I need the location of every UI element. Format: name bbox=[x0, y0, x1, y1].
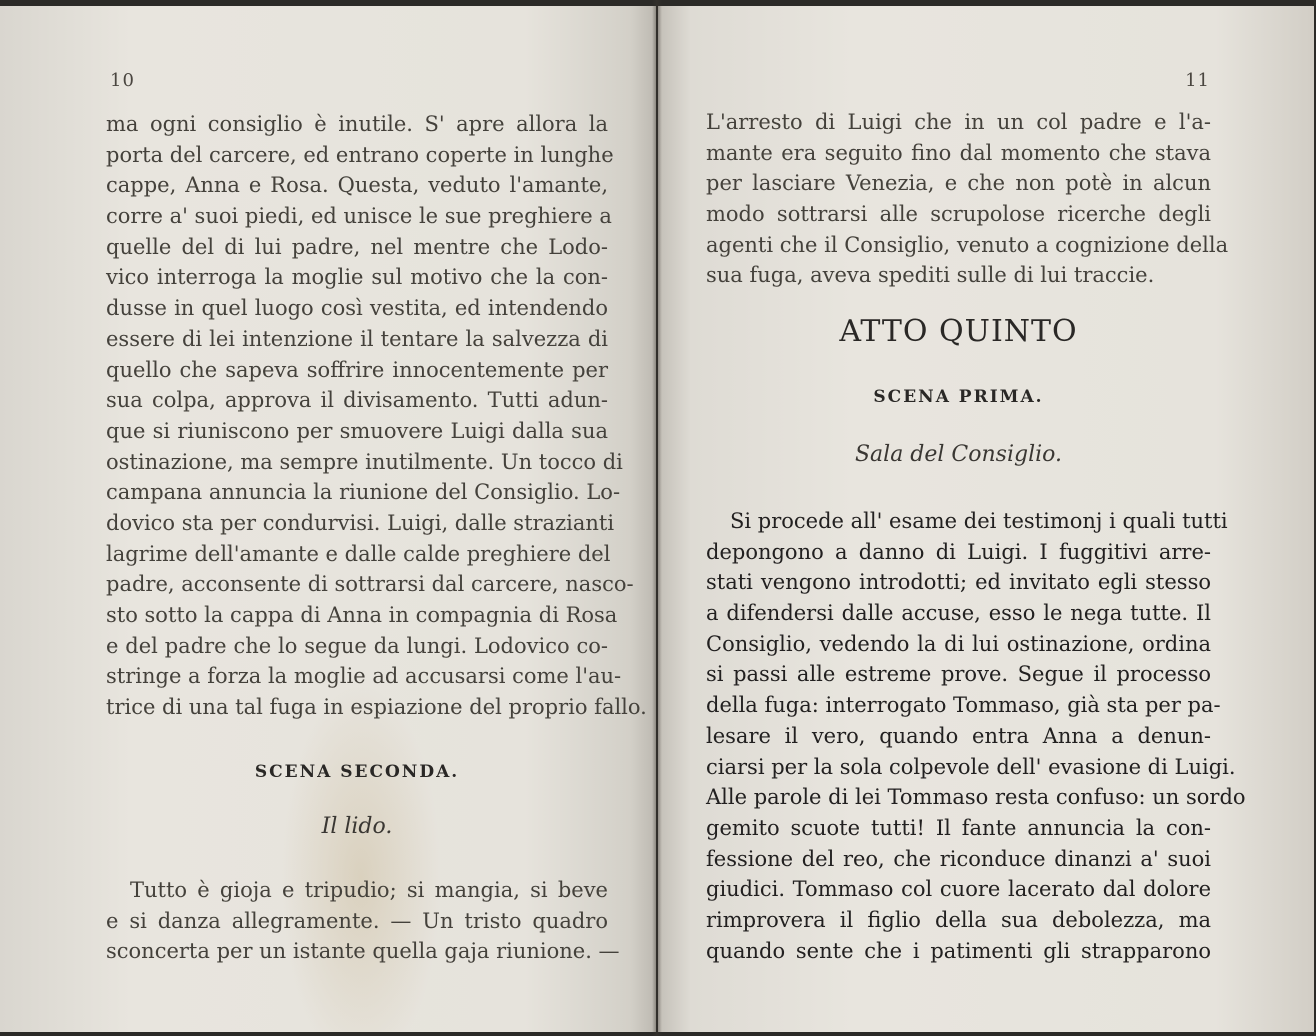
text-line: e si danza allegramente. — Un tristo quadro bbox=[106, 908, 608, 933]
left-paragraph-2 bbox=[106, 875, 620, 967]
text-line: ma ogni consiglio è inutile. S' apre allora la bbox=[106, 112, 608, 136]
text-line: padre, acconsente di sottrarsi dal carcere, nasco- bbox=[106, 572, 634, 597]
act-heading: ATTO QUINTO bbox=[839, 314, 1078, 349]
text-line: per lasciare Venezia, e che non potè in alcun bbox=[706, 171, 1211, 196]
book-gutter bbox=[652, 0, 662, 1036]
text-line: gemito scuote tutti! Il fante annuncia la con- bbox=[706, 815, 1211, 840]
text-line: ciarsi per la sola colpevole dell' evasione di Luigi. bbox=[706, 754, 1236, 779]
text-line: quello che sapeva soffrire innocentemente per bbox=[106, 357, 608, 382]
text-line: quando sente che i patimenti gli strapparono bbox=[706, 938, 1211, 963]
text-line: lagrime dell'amante e dalle calde preghiere del bbox=[106, 541, 611, 566]
page-number-right: 11 bbox=[1185, 70, 1210, 91]
text-line: stringe a forza la moglie ad accusarsi come l'au- bbox=[106, 664, 622, 689]
text-line: campana annuncia la riunione del Consiglio. Lo- bbox=[106, 480, 621, 505]
text-line: sua fuga, aveva spediti sulle di lui traccie. bbox=[706, 263, 1155, 288]
text-line: della fuga: interrogato Tommaso, già sta per pa- bbox=[706, 693, 1221, 718]
text-line: si passi alle estreme prove. Segue il processo bbox=[706, 662, 1211, 687]
text-line: dusse in quel luogo così vestita, ed intendendo bbox=[106, 296, 608, 321]
text-line: sconcerta per un istante quella gaja riunione. — bbox=[106, 939, 620, 964]
text-line: sua colpa, approva il divisamento. Tutti adun- bbox=[106, 388, 608, 413]
text-line: fessione del reo, che riconduce dinanzi a' suoi bbox=[706, 846, 1211, 871]
text-line: a difendersi dalle accuse, esso le nega tutte. Il bbox=[706, 601, 1211, 626]
text-line: Alle parole di lei Tommaso resta confuso: un sordo bbox=[706, 785, 1246, 810]
text-line: mante era seguito fino dal momento che stava bbox=[706, 140, 1211, 165]
right-page bbox=[658, 6, 1314, 1032]
scene-heading-left: SCENA SECONDA. bbox=[254, 762, 460, 782]
text-line: sto sotto la cappa di Anna in compagnia di Rosa bbox=[106, 603, 618, 627]
text-line: quelle del di lui padre, nel mentre che Lodo- bbox=[106, 234, 608, 259]
page-number-left: 10 bbox=[110, 70, 135, 91]
text-line: cappe, Anna e Rosa. Questa, veduto l'amante, bbox=[106, 173, 608, 198]
text-line: porta del carcere, ed entrano coperte in lunghe bbox=[106, 142, 614, 167]
right-paragraph-2 bbox=[706, 506, 1246, 966]
text-line: giudici. Tommaso col cuore lacerato dal dolore bbox=[706, 877, 1211, 902]
text-line: trice di una tal fuga in espiazione del proprio fallo. bbox=[106, 695, 647, 720]
text-line: depongono a danno di Luigi. I fuggitivi arre- bbox=[706, 539, 1211, 564]
text-line: modo sottrarsi alle scrupolose ricerche degli bbox=[706, 202, 1211, 227]
scene-place-left: Il lido. bbox=[321, 814, 393, 839]
text-line: e del padre che lo segue da lungi. Lodovico co- bbox=[106, 633, 608, 658]
text-line: dovico sta per condurvisi. Luigi, dalle strazianti bbox=[106, 510, 615, 535]
text-line: essere di lei intenzione il tentare la salvezza di bbox=[106, 326, 608, 351]
scene-place-right: Sala del Consiglio. bbox=[854, 442, 1063, 467]
left-paragraph-1 bbox=[106, 109, 647, 723]
text-line: ostinazione, ma sempre inutilmente. Un tocco di bbox=[106, 449, 623, 474]
text-line: vico interroga la moglie sul motivo che la con- bbox=[106, 265, 608, 290]
text-line: Si procede all' esame dei testimonj i quali tutti bbox=[730, 509, 1228, 533]
text-line: rimprovera il figlio della sua debolezza, ma bbox=[706, 907, 1211, 932]
text-line: agenti che il Consiglio, venuto a cognizione della bbox=[706, 232, 1229, 257]
left-page bbox=[0, 6, 656, 1032]
right-paragraph-1 bbox=[706, 107, 1229, 291]
text-line: L'arresto di Luigi che in un col padre e l'a- bbox=[706, 110, 1211, 134]
text-line: stati vengono introdotti; ed invitato egli stesso bbox=[706, 570, 1211, 595]
text-line: que si riuniscono per smuovere Luigi dalla sua bbox=[106, 418, 608, 443]
text-line: corre a' suoi piedi, ed unisce le sue preghiere a bbox=[106, 204, 612, 229]
text-line: lesare il vero, quando entra Anna a denun- bbox=[706, 723, 1211, 748]
scene-heading-right: SCENA PRIMA. bbox=[873, 387, 1044, 407]
text-line: Tutto è gioja e tripudio; si mangia, si beve bbox=[130, 878, 608, 902]
text-line: Consiglio, vedendo la di lui ostinazione, ordina bbox=[706, 631, 1211, 656]
